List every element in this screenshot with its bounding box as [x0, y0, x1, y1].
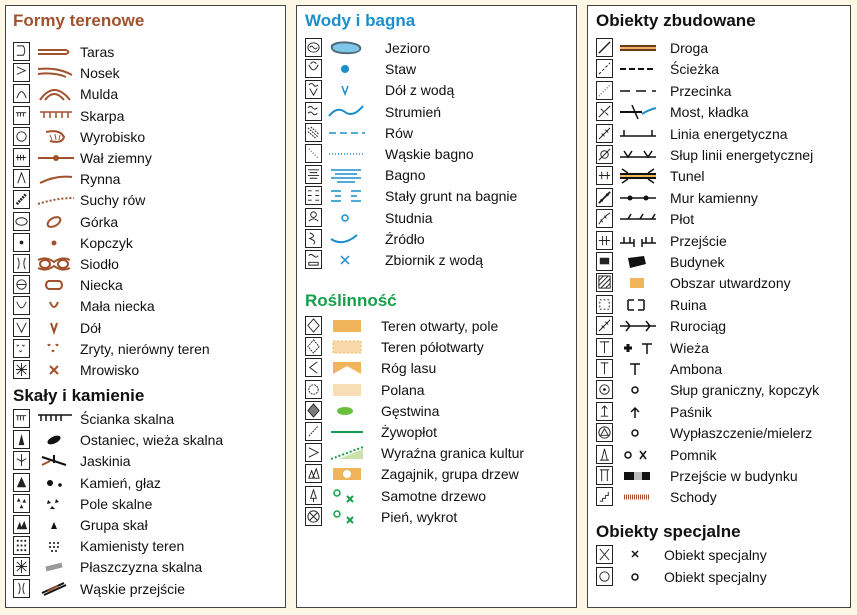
stony-ground-map-symbol-icon — [36, 536, 76, 556]
clearing-map-symbol-icon — [327, 380, 367, 400]
monument-map-symbol-icon — [618, 445, 658, 465]
legend-label: Przecinka — [670, 82, 732, 99]
legend-label: Wał ziemny — [80, 150, 152, 166]
nose-map-symbol-icon — [36, 63, 76, 83]
legend-row — [6, 360, 285, 381]
stairway-icon — [596, 487, 613, 506]
legend-row — [297, 464, 576, 485]
legend-label: Zagajnik, grupa drzew — [381, 466, 519, 483]
earth-wall-map-symbol-icon — [36, 148, 76, 168]
legend-label: Schody — [670, 489, 717, 506]
legend-row — [297, 186, 576, 207]
legend-row — [297, 507, 576, 528]
legend-label: Siodło — [80, 256, 119, 272]
legend-label: Dół — [80, 319, 102, 336]
legend-label: Ścianka skalna — [80, 411, 175, 427]
rock-face-icon — [13, 409, 30, 428]
dry-ditch-icon — [13, 190, 30, 209]
pit-hole-icon — [13, 318, 30, 337]
legend-row — [588, 81, 850, 102]
anthill-icon — [13, 360, 30, 379]
legend-row — [297, 443, 576, 464]
semi-open-land-icon — [305, 337, 322, 356]
power-pylon-map-symbol-icon — [618, 145, 658, 165]
legend-row — [6, 579, 285, 600]
legend-label: Strumień — [385, 103, 442, 120]
single-tree-icon — [305, 486, 322, 505]
legend-row — [588, 102, 850, 123]
legend-row — [588, 231, 850, 252]
legend-row — [6, 318, 285, 339]
legend-row — [6, 451, 285, 472]
legend-label: Droga — [670, 40, 709, 56]
pipeline-icon — [596, 316, 613, 335]
legend-label: Wieża — [670, 339, 709, 356]
saddle-icon — [13, 254, 30, 273]
legend-label: Pomnik — [670, 446, 717, 463]
firm-ground-icon — [305, 186, 322, 205]
escarpment-icon — [13, 106, 30, 125]
legend-label: Źródło — [385, 230, 425, 247]
stream-icon — [305, 102, 322, 121]
thicket-map-symbol-icon — [327, 401, 367, 421]
legend-label: Taras — [80, 44, 115, 60]
single-tree-map-symbol-icon — [327, 486, 367, 506]
terrace-map-symbol-icon — [36, 42, 76, 62]
legend-row — [588, 59, 850, 80]
legend-label: Ruina — [670, 296, 707, 313]
anthill-map-symbol-icon — [36, 360, 76, 380]
legend-label: Płot — [670, 211, 695, 228]
legend-label: Rynna — [80, 171, 121, 188]
copse-icon — [305, 464, 322, 483]
legend-row — [6, 473, 285, 494]
legend-label: Wąskie przejście — [80, 580, 186, 597]
building-icon — [596, 252, 613, 271]
legend-label: Bagno — [385, 167, 426, 184]
dry-ditch-map-symbol-icon — [36, 190, 76, 210]
legend-row — [297, 422, 576, 443]
tower-map-symbol-icon — [618, 338, 658, 358]
legend-row — [588, 380, 850, 401]
trough-map-symbol-icon — [36, 84, 76, 104]
legend-row — [297, 208, 576, 229]
legend-label: Płaszczyzna skalna — [80, 559, 203, 576]
legend-row — [6, 42, 285, 63]
legend-row — [588, 295, 850, 316]
small-knoll-icon — [13, 233, 30, 252]
legend-row — [297, 358, 576, 379]
legend-label: Teren otwarty, pole — [381, 318, 499, 334]
legend-row — [588, 145, 850, 166]
legend-label: Słup graniczny, kopczyk — [670, 382, 820, 399]
legend-label: Gęstwina — [381, 402, 440, 419]
legend-row — [588, 316, 850, 337]
legend-label: Dół z wodą — [385, 82, 455, 99]
small-depression-map-symbol-icon — [36, 296, 76, 316]
legend-label: Tunel — [670, 168, 705, 185]
open-land-icon — [305, 316, 322, 335]
narrow-marsh-icon — [305, 144, 322, 163]
legend-label: Obiekt specjalny — [664, 547, 767, 563]
legend-row — [6, 63, 285, 84]
open-land-map-symbol-icon — [327, 316, 367, 336]
legend-row — [6, 296, 285, 317]
legend-row — [297, 165, 576, 186]
legend-row — [588, 273, 850, 294]
legend-label: Stały grunt na bagnie — [385, 188, 518, 205]
legend-row — [588, 188, 850, 209]
cultivation-boundary-icon — [305, 443, 322, 462]
legend-row — [6, 557, 285, 578]
legend-label: Róg lasu — [381, 360, 437, 377]
legend-row — [297, 80, 576, 101]
building-passage-icon — [596, 466, 613, 485]
legend-row — [6, 430, 285, 451]
ditch-map-symbol-icon — [327, 123, 367, 143]
power-pylon-icon — [596, 145, 613, 164]
legend-row — [6, 515, 285, 536]
legend-label: Przejście w budynku — [670, 468, 798, 484]
legend-label: Mała niecka — [80, 298, 155, 315]
path-map-symbol-icon — [618, 59, 658, 79]
special-o-icon — [596, 567, 613, 586]
legend-row — [297, 337, 576, 358]
legend-label: Kamień, głaz — [80, 474, 161, 491]
boulder-map-symbol-icon — [36, 473, 76, 493]
legend-label: Most, kładka — [670, 104, 749, 121]
legend-label: Wąskie bagno — [385, 146, 474, 162]
legend-row — [6, 275, 285, 296]
legend-label: Nosek — [80, 65, 120, 82]
rock-face-map-symbol-icon — [36, 409, 76, 429]
small-knoll-map-symbol-icon — [36, 233, 76, 253]
legend-label: Kamienisty teren — [80, 538, 185, 555]
feeding-rack-icon — [596, 402, 613, 421]
legend-row — [297, 38, 576, 59]
saddle-map-symbol-icon — [36, 254, 76, 274]
ruin-map-symbol-icon — [618, 295, 658, 315]
marsh-icon — [305, 165, 322, 184]
legend-row — [6, 190, 285, 211]
legend-row — [6, 148, 285, 169]
legend-label: Staw — [385, 61, 417, 78]
legend-label: Niecka — [80, 277, 123, 294]
bridge-map-symbol-icon — [618, 102, 658, 122]
stony-ground-icon — [13, 536, 30, 555]
pit-map-symbol-icon — [36, 127, 76, 147]
legend-row — [6, 233, 285, 254]
fence-icon — [596, 209, 613, 228]
legend-label: Pień, wykrot — [381, 508, 458, 525]
legend-row — [588, 252, 850, 273]
boundary-stone-map-symbol-icon — [618, 380, 658, 400]
power-line-icon — [596, 124, 613, 143]
special-o-map-symbol-icon — [618, 567, 658, 587]
legend-label: Skarpa — [80, 107, 125, 124]
legend-row — [6, 536, 285, 557]
feeding-rack-map-symbol-icon — [618, 402, 658, 422]
ride-icon — [596, 81, 613, 100]
firm-ground-map-symbol-icon — [327, 186, 367, 206]
tunnel-map-symbol-icon — [618, 166, 658, 186]
legend-label: Rurociąg — [670, 318, 727, 335]
legend-label: Zryty, nierówny teren — [80, 340, 210, 357]
marsh-map-symbol-icon — [327, 165, 367, 185]
legend-label: Wypłaszczenie/mielerz — [670, 425, 813, 442]
ruin-icon — [596, 295, 613, 314]
legend-row — [588, 209, 850, 230]
legend-label: Pole skalne — [80, 495, 153, 512]
section-title-special: Obiekty specjalne — [596, 522, 741, 541]
water-tank-icon — [305, 250, 322, 269]
crossing-point-icon — [596, 231, 613, 250]
legend-row — [297, 401, 576, 422]
legend-row — [6, 254, 285, 275]
legend-row — [6, 494, 285, 515]
boulder-field-icon — [13, 494, 30, 513]
legend-row — [297, 250, 576, 271]
legend-row — [297, 229, 576, 250]
knoll-icon — [13, 212, 30, 231]
pipeline-map-symbol-icon — [618, 316, 658, 336]
tower-icon — [596, 338, 613, 357]
legend-label: Budynek — [670, 254, 725, 270]
legend-label: Polana — [381, 381, 425, 398]
clearing-icon — [305, 380, 322, 399]
trough-icon — [13, 84, 30, 103]
section-title-vegetation: Roślinność — [305, 291, 397, 310]
nose-icon — [13, 63, 30, 82]
tunnel-icon — [596, 166, 613, 185]
legend-row — [588, 466, 850, 487]
legend-row — [297, 316, 576, 337]
stone-wall-map-symbol-icon — [618, 188, 658, 208]
escarpment-map-symbol-icon — [36, 106, 76, 126]
legend-label: Ostaniec, wieża skalna — [80, 432, 224, 449]
depression-icon — [13, 275, 30, 294]
section-title-manmade: Obiekty zbudowane — [596, 11, 756, 30]
bridge-icon — [596, 102, 613, 121]
hedge-icon — [305, 422, 322, 441]
pond-icon — [305, 59, 322, 78]
forest-corner-icon — [305, 358, 322, 377]
section-title-terrain: Formy terenowe — [13, 11, 145, 30]
legend-label: Jezioro — [385, 40, 431, 56]
panel-manmade-special — [587, 5, 851, 608]
stream-map-symbol-icon — [327, 102, 367, 122]
road-map-symbol-icon — [618, 38, 658, 58]
paved-area-map-symbol-icon — [618, 273, 658, 293]
bare-rock-icon — [13, 557, 30, 576]
legend-label: Przejście — [670, 232, 727, 249]
legend-row — [297, 144, 576, 165]
bare-rock-map-symbol-icon — [36, 557, 76, 577]
waterhole-icon — [305, 80, 322, 99]
well-map-symbol-icon — [327, 208, 367, 228]
legend-row — [297, 380, 576, 401]
root-stock-map-symbol-icon — [327, 507, 367, 527]
legend-row — [588, 423, 850, 444]
road-icon — [596, 38, 613, 57]
legend-row — [588, 359, 850, 380]
section-title-water: Wody i bagna — [305, 11, 416, 30]
narrow-marsh-map-symbol-icon — [327, 144, 367, 164]
waterhole-map-symbol-icon — [327, 80, 367, 100]
legend-row — [588, 38, 850, 59]
section-title-rocks: Skały i kamienie — [13, 386, 145, 405]
pit-icon — [13, 127, 30, 146]
legend-row — [6, 106, 285, 127]
legend-label: Paśnik — [670, 403, 713, 420]
narrow-passage-icon — [13, 579, 30, 598]
panel-water-vegetation — [296, 5, 577, 608]
terrace-icon — [13, 42, 30, 61]
fence-map-symbol-icon — [618, 209, 658, 229]
panel-terrain-rocks — [5, 5, 286, 608]
boulder-icon — [13, 473, 30, 492]
water-tank-map-symbol-icon — [327, 250, 367, 270]
charcoal-burning-map-symbol-icon — [618, 423, 658, 443]
broken-ground-icon — [13, 339, 30, 358]
ride-map-symbol-icon — [618, 81, 658, 101]
legend-row — [6, 212, 285, 233]
building-passage-map-symbol-icon — [618, 466, 658, 486]
gully-icon — [13, 169, 30, 188]
legend-label: Ścieżka — [670, 61, 720, 78]
forest-corner-map-symbol-icon — [327, 358, 367, 378]
legend-row — [6, 169, 285, 190]
legend-label: Rów — [385, 124, 414, 141]
legend-row — [6, 127, 285, 148]
broken-ground-map-symbol-icon — [36, 339, 76, 359]
legend-row — [6, 84, 285, 105]
legend-row — [588, 166, 850, 187]
legend-row — [588, 338, 850, 359]
legend-label: Suchy rów — [80, 192, 146, 209]
earth-wall-icon — [13, 148, 30, 167]
legend-label: Słup linii energetycznej — [670, 147, 814, 163]
paved-area-icon — [596, 273, 613, 292]
monument-icon — [596, 445, 613, 464]
thicket-icon — [305, 401, 322, 420]
legend-row — [588, 445, 850, 466]
lake-icon — [305, 38, 322, 57]
legend-label: Mulda — [80, 86, 119, 103]
legend-label: Wyraźna granica kultur — [381, 445, 525, 462]
lake-map-symbol-icon — [327, 38, 367, 58]
legend-row — [588, 567, 850, 588]
hedge-map-symbol-icon — [327, 422, 367, 442]
path-icon — [596, 59, 613, 78]
small-depression-icon — [13, 296, 30, 315]
ditch-icon — [305, 123, 322, 142]
special-x-icon — [596, 545, 613, 564]
copse-map-symbol-icon — [327, 464, 367, 484]
rock-pillar-icon — [13, 430, 30, 449]
pit-hole-map-symbol-icon — [36, 318, 76, 338]
legend-row — [588, 545, 850, 566]
legend-label: Teren półotwarty — [381, 339, 484, 356]
well-icon — [305, 208, 322, 227]
legend-row — [297, 486, 576, 507]
cave-icon — [13, 451, 30, 470]
legend-row — [297, 123, 576, 144]
legend-row — [297, 59, 576, 80]
crossing-point-map-symbol-icon — [618, 231, 658, 251]
building-map-symbol-icon — [618, 252, 658, 272]
boulder-field-map-symbol-icon — [36, 494, 76, 514]
spring-icon — [305, 229, 322, 248]
power-line-map-symbol-icon — [618, 124, 658, 144]
shooting-platform-map-symbol-icon — [618, 359, 658, 379]
legend-row — [6, 339, 285, 360]
cave-map-symbol-icon — [36, 451, 76, 471]
legend-row — [6, 409, 285, 430]
legend-label: Ambona — [670, 361, 723, 377]
legend-label: Mur kamienny — [670, 189, 758, 206]
legend-label: Zbiornik z wodą — [385, 252, 484, 268]
legend-row — [588, 487, 850, 508]
charcoal-burning-icon — [596, 423, 613, 442]
legend-label: Grupa skał — [80, 517, 148, 533]
legend-label: Obszar utwardzony — [670, 275, 791, 292]
pond-map-symbol-icon — [327, 59, 367, 79]
cultivation-boundary-map-symbol-icon — [327, 443, 367, 463]
stone-wall-icon — [596, 188, 613, 207]
legend-label: Mrowisko — [80, 362, 140, 378]
boundary-stone-icon — [596, 380, 613, 399]
legend-row — [297, 102, 576, 123]
gully-map-symbol-icon — [36, 169, 76, 189]
spring-map-symbol-icon — [327, 229, 367, 249]
stairway-map-symbol-icon — [618, 487, 658, 507]
legend-row — [588, 402, 850, 423]
legend-label: Samotne drzewo — [381, 487, 487, 504]
legend-label: Obiekt specjalny — [664, 568, 767, 585]
legend-label: Żywopłot — [381, 424, 438, 440]
depression-map-symbol-icon — [36, 275, 76, 295]
legend-label: Studnia — [385, 209, 433, 226]
knoll-map-symbol-icon — [36, 212, 76, 232]
boulder-cluster-map-symbol-icon — [36, 515, 76, 535]
legend-row — [588, 124, 850, 145]
boulder-cluster-icon — [13, 515, 30, 534]
shooting-platform-icon — [596, 359, 613, 378]
legend-label: Kopczyk — [80, 234, 133, 251]
narrow-passage-map-symbol-icon — [36, 579, 76, 599]
legend-label: Linia energetyczna — [670, 125, 788, 142]
legend-label: Górka — [80, 213, 119, 230]
rock-pillar-map-symbol-icon — [36, 430, 76, 450]
legend-label: Wyrobisko — [80, 128, 146, 145]
legend-label: Jaskinia — [80, 453, 131, 470]
special-x-map-symbol-icon — [618, 545, 658, 565]
root-stock-icon — [305, 507, 322, 526]
semi-open-land-map-symbol-icon — [327, 337, 367, 357]
